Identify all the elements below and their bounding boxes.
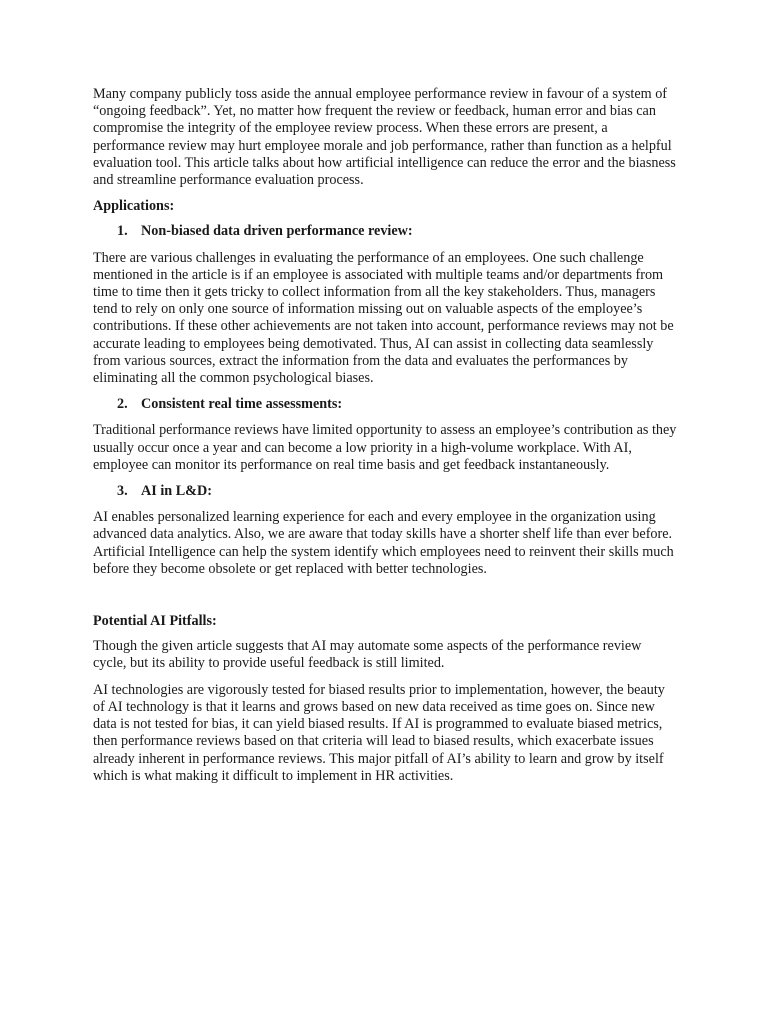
section-spacer — [93, 587, 678, 613]
application-item-3-title-text: AI in L&D: — [141, 483, 212, 500]
application-item-2-title — [93, 396, 678, 413]
pitfalls-heading: Potential AI Pitfalls: — [93, 613, 217, 630]
pitfalls-paragraph-1: Though the given article suggests that AI may automate some aspects of the performance review cycle, but its ability to provide useful feedback is still limited. — [93, 638, 642, 672]
application-item-3-title — [93, 483, 678, 500]
application-item-1-title-text: Non-biased data driven performance review: — [141, 223, 413, 240]
application-item-2-body: Traditional performance reviews have limited opportunity to assess an employee’s contribution as they usually occur once a year and can become a low priority in a high-volume workplace. With AI, employee can monitor its performance on real time basis and get feedback instantaneously. — [93, 422, 677, 473]
application-item-3-number: 3. — [117, 483, 128, 500]
application-item-2-title-text: Consistent real time assessments: — [141, 396, 343, 413]
pitfalls-paragraph-2: AI technologies are vigorously tested for biased results prior to implementation, however, the beauty of AI technology is that it learns and grows based on new data received as time goes on. Since new data is not tested for bias, it can yield biased results. If AI is programmed to evaluate biased metrics, then performance reviews based on that criteria will lead to biased results, which exacerbate issues already inherent in performance reviews. This major pitfall of AI’s ability to learn and grow by itself which is what making it difficult to implement in HR activities. — [93, 681, 665, 784]
application-item-2-number: 2. — [117, 396, 128, 413]
application-item-1-title — [93, 223, 678, 240]
application-item-1-body: There are various challenges in evaluating the performance of an employees. One such challenge mentioned in the article is if an employee is associated with multiple teams and/or departments from time to time then it gets tricky to collect information from all the key stakeholders. Thus, managers tend to rely on only one source of information missing out on valuable aspects of the employee’s contributions. If these other achievements are not taken into account, performance reviews may not be accurate leading to employees being demotivated. Thus, AI can assist in collecting data seamlessly from various sources, extract the information from the data and evaluates the performances by eliminating all the common psychological biases. — [93, 249, 674, 387]
applications-heading: Applications: — [93, 198, 175, 215]
application-item-1-number: 1. — [117, 223, 128, 240]
document-page — [93, 86, 678, 794]
intro-paragraph: Many company publicly toss aside the annual employee performance review in favour of a system of “ongoing feedback”. Yet, no matter how frequent the review or feedback, human error and bias can compromise the integrity of the employee review process. When these errors are present, a performance review may hurt employee morale and job performance, rather than function as a helpful evaluation tool. This article talks about how artificial intelligence can reduce the error and the biasness and streamline performance evaluation process. — [93, 86, 676, 189]
application-item-3-body: AI enables personalized learning experience for each and every employee in the organization using advanced data analytics. Also, we are aware that today skills have a shorter shelf life than ever before. Artificial Intelligence can help the system identify which employees need to reinvent their skills much before they become obsolete or get replaced with better technologies. — [93, 509, 674, 577]
